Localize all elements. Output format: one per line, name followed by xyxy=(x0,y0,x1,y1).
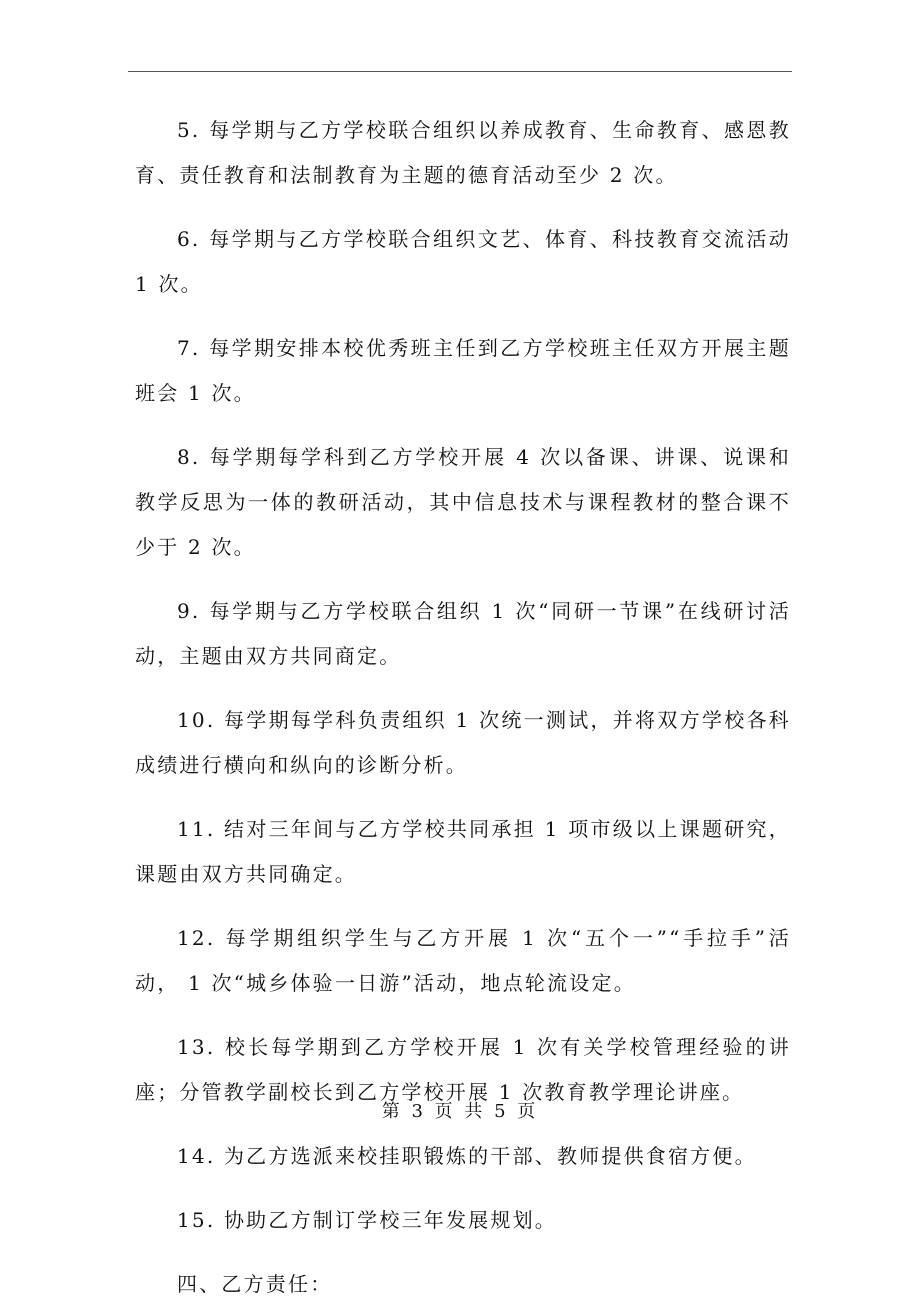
document-body xyxy=(135,108,791,1307)
page-footer: 第 3 页 共 5 页 xyxy=(381,1101,539,1122)
header-rule xyxy=(128,71,792,72)
list-item: 14. 为乙方选派来校挂职锻炼的干部、教师提供食宿方便。 xyxy=(177,1144,757,1168)
list-item: 8. 每学期每学科到乙方学校开展 4 次以备课、讲课、说课和教学反思为一体的教研活动，其中信息技术与课程教材的整合课不少于 2 次。 xyxy=(135,445,791,559)
list-item: 7. 每学期安排本校优秀班主任到乙方学校班主任双方开展主题班会 1 次。 xyxy=(135,336,791,405)
list-item: 13. 校长每学期到乙方学校开展 1 次有关学校管理经验的讲座；分管教学副校长到乙方学校开展 1 次教育教学理论讲座。 xyxy=(135,1035,791,1104)
list-item: 11. 结对三年间与乙方学校共同承担 1 项市级以上课题研究，课题由双方共同确定。 xyxy=(135,817,791,886)
list-item: 5. 每学期与乙方学校联合组织以养成教育、生命教育、感恩教育、责任教育和法制教育为主题的德育活动至少 2 次。 xyxy=(135,118,791,187)
list-item: 9. 每学期与乙方学校联合组织 1 次“同研一节课”在线研讨活动，主题由双方共同商定。 xyxy=(135,599,791,668)
list-item: 12. 每学期组织学生与乙方开展 1 次“五个一”“手拉手”活动， 1 次“城乡体验一日游”活动，地点轮流设定。 xyxy=(135,926,791,995)
list-item: 10. 每学期每学科负责组织 1 次统一测试，并将双方学校各科成绩进行横向和纵向的诊断分析。 xyxy=(135,708,791,777)
section-heading: 四、乙方责任： xyxy=(177,1272,333,1296)
list-item: 6. 每学期与乙方学校联合组织文艺、体育、科技教育交流活动 1 次。 xyxy=(135,227,791,296)
list-item: 15. 协助乙方制订学校三年发展规划。 xyxy=(177,1208,557,1232)
